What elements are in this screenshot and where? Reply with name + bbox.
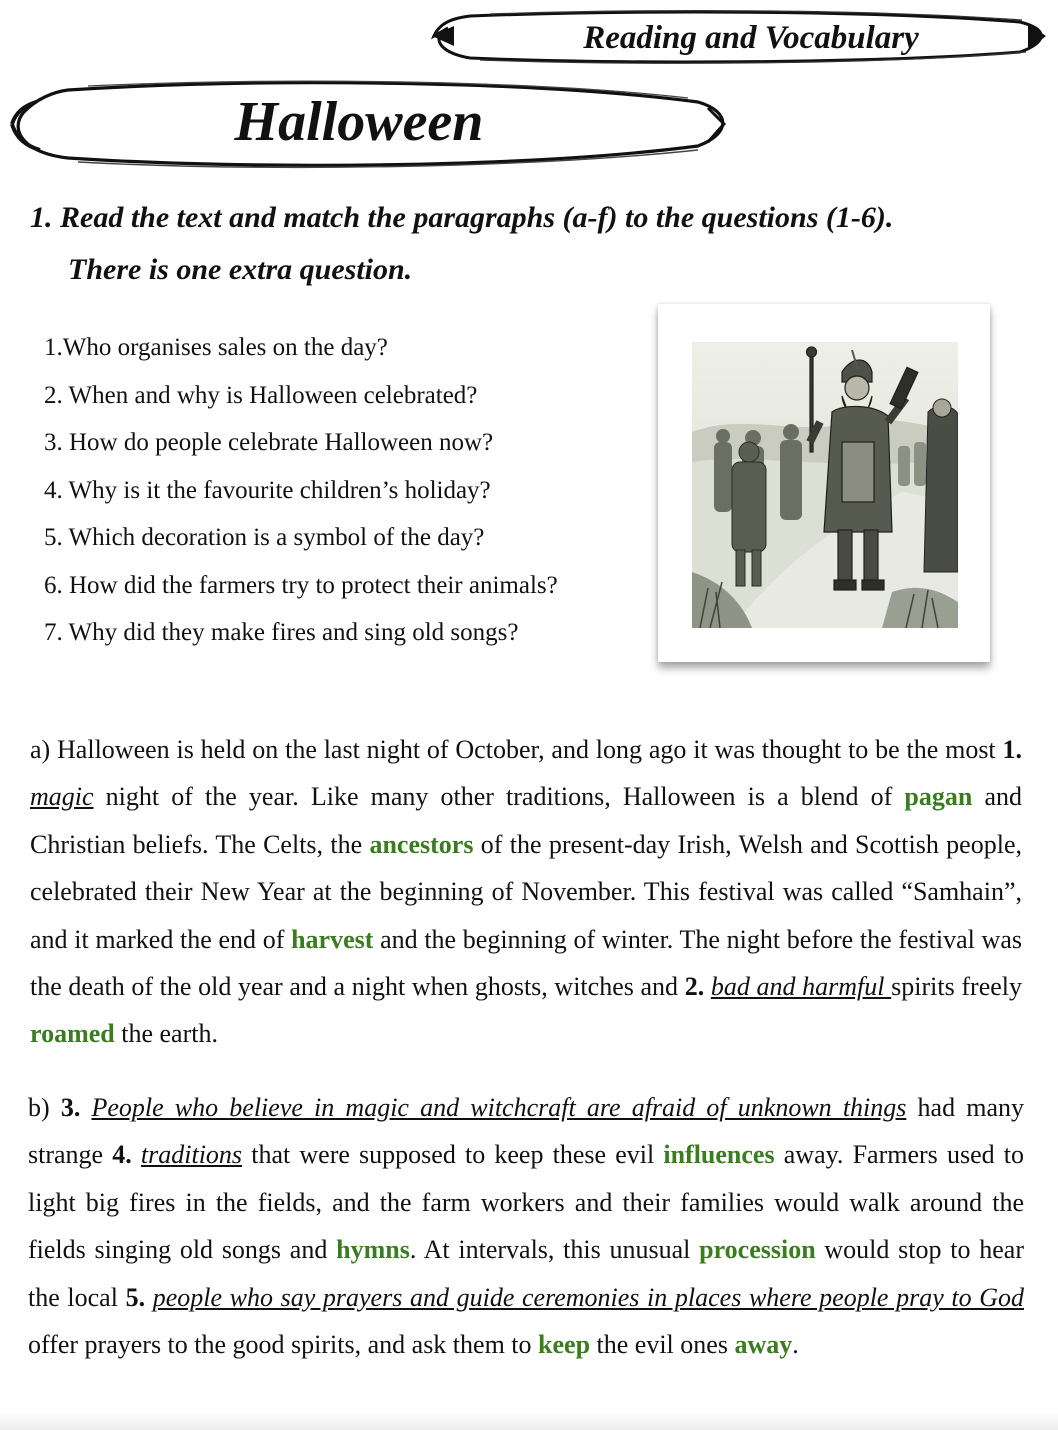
gap-number: 1. xyxy=(1002,735,1022,764)
gap-answer: traditions xyxy=(140,1140,243,1170)
vocab-word: procession xyxy=(699,1235,816,1265)
paragraph-b-text: had many strange xyxy=(28,1093,1024,1170)
paragraph-a-text: and Christian beliefs. The Celts, the xyxy=(30,782,1022,859)
question-item: 3. How do people celebrate Halloween now? xyxy=(44,429,494,456)
paragraph-a-text: night of the year. Like many other traditions, Halloween is a blend of xyxy=(93,782,905,812)
task-instruction xyxy=(30,192,1010,296)
paragraph-a-text: the earth. xyxy=(114,1019,218,1049)
paragraph-a-text: a) Halloween is held on the last night of October, and long ago it was thought to be the most xyxy=(30,735,1003,764)
question-item: 4. Why is it the favourite children’s holiday? xyxy=(44,476,491,504)
questions-list xyxy=(44,324,644,657)
page-title: Halloween xyxy=(234,91,484,153)
gap-number: 3. xyxy=(60,1093,81,1122)
gap-answer: people who say prayers and guide ceremonies in places where people pray to God xyxy=(152,1282,1025,1312)
task-instruction-line1: 1. Read the text and match the paragraphs (a-f) to the questions (1-6). xyxy=(30,201,894,234)
vocab-word: ancestors xyxy=(369,829,474,859)
task-instruction-line2: There is one extra question. xyxy=(68,253,413,286)
vocab-word: keep xyxy=(538,1330,591,1360)
vocab-word: influences xyxy=(663,1140,775,1170)
paragraph-a-text: spirits freely xyxy=(891,972,1023,1002)
vocab-word: away xyxy=(734,1330,793,1360)
paragraph-b-text: the evil ones xyxy=(590,1330,735,1360)
question-item: 5. Which decoration is a symbol of the day? xyxy=(44,524,485,551)
section-label: Reading and Vocabulary xyxy=(583,20,919,56)
illustration-frame xyxy=(658,304,990,662)
gap-number: 2. xyxy=(684,972,705,1002)
vocab-word: hymns xyxy=(336,1235,410,1265)
section-label-banner xyxy=(430,8,1048,64)
paragraph-b-text: away. Farmers used to light big fires in the fields, and the farm workers and their families would walk around the fields singing old songs and xyxy=(28,1140,1024,1265)
page-bottom-edge xyxy=(0,1412,1058,1430)
paragraph-b-text: offer prayers to the good spirits, and ask them to xyxy=(28,1330,539,1360)
question-item: 1.Who organises sales on the day? xyxy=(44,334,388,361)
gap-answer: magic xyxy=(30,782,94,812)
paragraph-b-text: . xyxy=(792,1330,799,1360)
paragraph-b-text: . At intervals, this unusual xyxy=(409,1235,700,1265)
vocab-word: roamed xyxy=(30,1019,115,1049)
question-item: 6. How did the farmers try to protect their animals? xyxy=(44,571,558,599)
celtic-procession-illustration xyxy=(692,342,958,628)
paragraph-b-text: would stop to hear the local xyxy=(28,1235,1024,1312)
vocab-word: pagan xyxy=(904,782,973,812)
title-banner xyxy=(8,76,730,172)
question-item: 7. Why did they make fires and sing old songs? xyxy=(44,619,519,646)
paragraph-b-text: b) xyxy=(28,1093,61,1122)
paragraph-b xyxy=(28,1084,1024,1368)
gap-answer: People who believe in magic and witchcraft are afraid of unknown things xyxy=(91,1093,907,1122)
paragraph-a xyxy=(30,726,1022,1058)
gap-number: 4. xyxy=(112,1140,132,1170)
gap-answer: bad and harmful xyxy=(710,972,892,1002)
paragraph-b-text: that were supposed to keep these evil xyxy=(242,1140,664,1170)
question-item: 2. When and why is Halloween celebrated? xyxy=(44,381,478,409)
paragraph-a-text: and the beginning of winter. The night before the festival was the death of the old year and a night when ghosts, witches and xyxy=(30,924,1022,1002)
vocab-word: harvest xyxy=(291,924,374,954)
gap-number: 5. xyxy=(125,1282,146,1312)
paragraph-a-text: of the present-day Irish, Welsh and Scottish people, celebrated their New Year at the beginning of November. This festival was called “Samhain”, and it marked the end of xyxy=(30,829,1022,954)
